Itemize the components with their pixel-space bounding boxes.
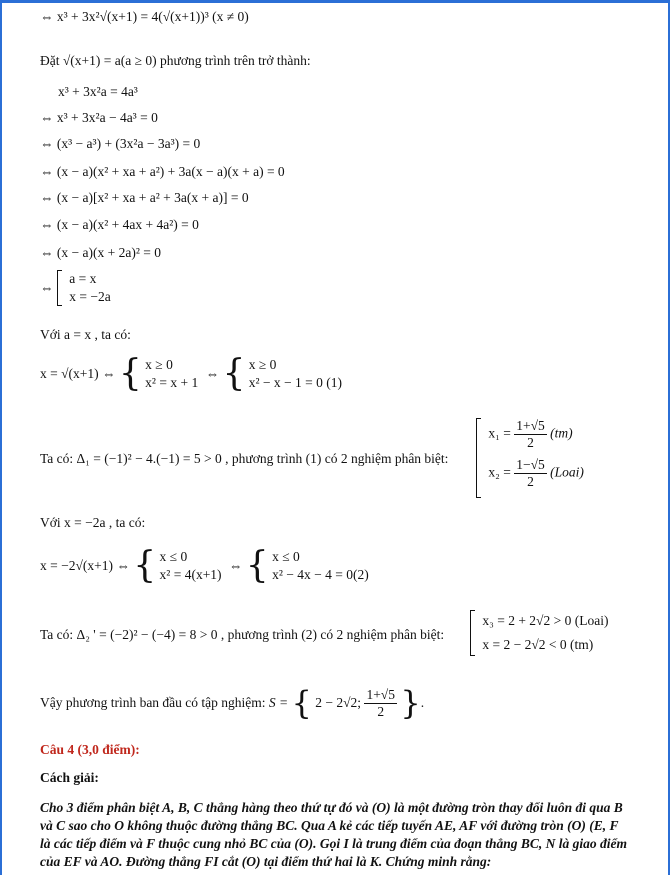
roots-2-bracket bbox=[470, 610, 608, 656]
case-b: x = −2a bbox=[69, 289, 111, 304]
conclusion: Vậy phương trình ban đầu có tập nghiệm: S = { 2 − 2√2; $\frac{1+√5}{2}$ }. bbox=[40, 684, 425, 722]
conclusion-tail: . bbox=[420, 695, 425, 710]
page-left-border bbox=[0, 0, 2, 875]
step-2: ⇔ x³ + 3x²a − 4a³ = 0 bbox=[40, 110, 158, 125]
root3: x₃ = 2 + 2√2 > 0 (Loai) bbox=[482, 613, 609, 628]
question-4-heading: Câu 4 (3,0 điểm): bbox=[40, 742, 140, 757]
step-7: ⇔ (x − a)(x + 2a)² = 0 bbox=[40, 245, 161, 260]
root1-num: 1+√5 bbox=[516, 418, 545, 433]
root2-lhs: x₂ = bbox=[488, 464, 511, 480]
discriminant-2-text: Ta có: Δ₂ ' = (−2)² − (−4) = 8 > 0 , phương trình (2) có 2 nghiệm phân biệt: bbox=[40, 627, 445, 642]
solution-heading: Cách giải: bbox=[40, 770, 99, 785]
root1-lhs: x₁ = bbox=[488, 425, 511, 441]
problem-line-3: là các tiếp điểm và F thuộc cung nhỏ BC của (O). Gọi I là trung điểm của đoạn thẳng BC, N là giao điểm bbox=[40, 836, 628, 851]
discriminant-1-text: Ta có: Δ₁ = (−1)² − 4.(−1) = 5 > 0 , phương trình (1) có 2 nghiệm phân biệt: bbox=[40, 451, 449, 466]
root1-den: 2 bbox=[527, 435, 534, 450]
case1-sysB-line2: x² − x − 1 = 0 (1) bbox=[248, 375, 342, 390]
problem-line-1: Cho 3 điểm phân biệt A, B, C thẳng hàng theo thứ tự đó và (O) là một đường tròn thay đổi luôn đi qua B bbox=[40, 800, 623, 815]
case2-sysA-line1: x ≤ 0 bbox=[159, 549, 188, 564]
solution-set-num: 1+√5 bbox=[366, 686, 395, 702]
root2-tag: (Loai) bbox=[550, 464, 584, 480]
roots-1-bracket bbox=[476, 418, 584, 498]
root1-tag: (tm) bbox=[550, 425, 573, 441]
case2-heading: Với x = −2a , ta có: bbox=[40, 515, 146, 530]
case1-sysA-line1: x ≥ 0 bbox=[145, 357, 173, 372]
case1-heading: Với a = x , ta có: bbox=[40, 327, 131, 342]
step-4: ⇔ (x − a)(x² + xa + a²) + 3a(x − a)(x + a) = 0 bbox=[40, 164, 285, 179]
step-5: ⇔ (x − a)[x² + xa + a² + 3a(x + a)] = 0 bbox=[40, 190, 249, 205]
conclusion-text: Vậy phương trình ban đầu có tập nghiệm: bbox=[40, 695, 266, 710]
page-top-border bbox=[0, 0, 670, 3]
case2-sysA-line2: x² = 4(x+1) bbox=[159, 567, 222, 582]
case-a: a = x bbox=[69, 271, 97, 286]
solution-set-lhs: S = bbox=[268, 695, 289, 710]
case-bracket: ⇔ a = x x = −2a bbox=[40, 271, 111, 304]
step-3: ⇔ (x³ − a³) + (3x²a − 3a³) = 0 bbox=[40, 136, 201, 151]
step-1: x³ + 3x²a = 4a³ bbox=[58, 84, 138, 99]
case1-equivalence: ⇔ bbox=[205, 366, 220, 381]
case2-sysB-line2: x² − 4x − 4 = 0(2) bbox=[272, 567, 369, 582]
problem-line-2: và C sao cho O không thuộc đường thẳng BC. Qua A kẻ các tiếp tuyến AE, AF với đường tròn (O) (E, F bbox=[40, 818, 619, 833]
case2-lhs: x = −2√(x+1) ⇔ bbox=[40, 558, 130, 573]
solution-set-den: 2 bbox=[377, 703, 385, 719]
substitution-text: Đặt √(x+1) = a(a ≥ 0) phương trình trên trở thành: bbox=[40, 53, 311, 68]
case2-system: x = −2√(x+1) ⇔ { x ≤ 0 x² = 4(x+1) ⇔ { x ≤ 0 x² − 4x − 4 = 0(2) bbox=[40, 545, 369, 586]
case2-equivalence: ⇔ bbox=[228, 558, 243, 573]
case1-lhs: x = √(x+1) ⇔ bbox=[40, 366, 116, 381]
problem-line-4: của EF và AO. Đường thẳng FI cắt (O) tại điểm thứ hai là K. Chứng minh rằng: bbox=[40, 854, 492, 869]
case1-system: x = √(x+1) ⇔ { x ≥ 0 x² = x + 1 ⇔ { x ≥ 0 x² − x − 1 = 0 (1) bbox=[40, 353, 342, 394]
header-equation: ⇔ x³ + 3x²√(x+1) = 4(√(x+1))³ (x ≠ 0) bbox=[40, 9, 249, 24]
case1-sysA-line2: x² = x + 1 bbox=[145, 375, 199, 390]
case1-sysB-line1: x ≥ 0 bbox=[248, 357, 277, 372]
root2-num: 1−√5 bbox=[516, 457, 545, 472]
solution-set-a: 2 − 2√2; bbox=[315, 695, 362, 710]
root2-den: 2 bbox=[527, 474, 534, 489]
case2-sysB-line1: x ≤ 0 bbox=[272, 549, 300, 564]
root4: x = 2 − 2√2 < 0 (tm) bbox=[482, 637, 594, 652]
step-6: ⇔ (x − a)(x² + 4ax + 4a²) = 0 bbox=[40, 217, 199, 232]
